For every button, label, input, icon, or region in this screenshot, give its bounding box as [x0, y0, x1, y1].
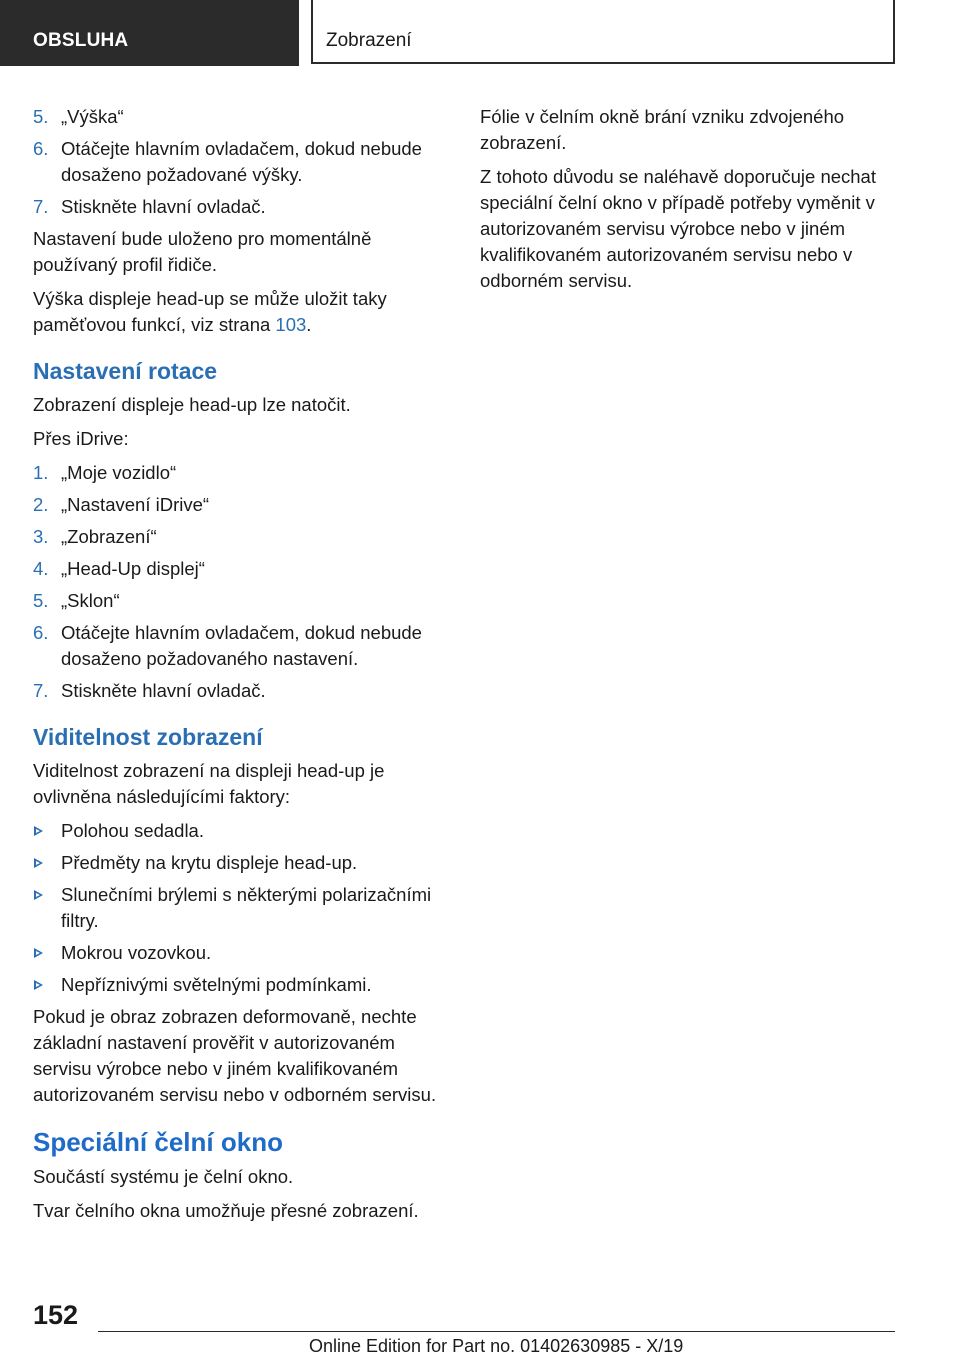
left-column: [33, 104, 453, 1232]
paragraph-saved: Nastavení bude uloženo pro momentálně používaný profil řidiče.: [33, 228, 372, 275]
page-number: 152: [33, 1300, 79, 1330]
paragraph-windshield-1: Součástí systému je čelní okno.: [33, 1166, 294, 1187]
paragraph-memory: [33, 286, 453, 338]
bullet-text: Předměty na krytu displeje head-up.: [61, 852, 358, 873]
step-number: 6.: [33, 622, 49, 643]
step-text: „Zobrazení“: [61, 526, 157, 547]
step-number: 3.: [33, 526, 49, 547]
paragraph-windshield-2: Tvar čelního okna umožňuje přesné zobrazení.: [33, 1200, 419, 1221]
right-column: [480, 104, 900, 302]
paragraph-text: .: [306, 314, 312, 335]
step-number: 5.: [33, 106, 49, 127]
triangle-bullet-icon: [34, 826, 43, 836]
step-text: „Výška“: [61, 106, 124, 127]
bullet-text: Nepříznivými světelnými podmínkami.: [61, 974, 372, 995]
bullet-text: Mokrou vozovkou.: [61, 942, 212, 963]
height-steps-list: [33, 104, 453, 220]
list-item: [33, 972, 453, 998]
paragraph-foil: Fólie v čelním okně brání vzniku zdvojeného zobrazení.: [480, 106, 845, 153]
bullet-text: Slunečními brýlemi s některými polarizačními filtry.: [61, 884, 432, 931]
step-number: 1.: [33, 462, 49, 483]
paragraph-rotation: Zobrazení displeje head-up lze natočit.: [33, 394, 351, 415]
section-tab: OBSLUHA: [0, 0, 299, 66]
paragraph-deformed: Pokud je obraz zobrazen deformovaně, nechte základní nastavení prověřit v autorizovaném servisu výrobce nebo v jiném kvalifikovaném autorizovaném servisu nebo v odborném servisu.: [33, 1006, 437, 1105]
page-header: [0, 0, 960, 66]
step-number: 6.: [33, 138, 49, 159]
list-item: [33, 524, 453, 550]
step-text: Stiskněte hlavní ovladač.: [61, 680, 266, 701]
list-item: [33, 882, 453, 934]
list-item: [33, 492, 453, 518]
step-number: 4.: [33, 558, 49, 579]
step-text: Otáčejte hlavním ovladačem, dokud nebude dosaženo požadované výšky.: [61, 138, 422, 185]
step-text: „Moje vozidlo“: [61, 462, 177, 483]
step-text: „Nastavení iDrive“: [61, 494, 210, 515]
visibility-factors-list: [33, 818, 453, 998]
triangle-bullet-icon: [34, 980, 43, 990]
step-text: „Head-Up displej“: [61, 558, 205, 579]
list-item: [33, 136, 453, 188]
step-text: „Sklon“: [61, 590, 120, 611]
step-number: 7.: [33, 196, 49, 217]
heading-visibility: Viditelnost zobrazení: [33, 724, 263, 750]
list-item: [33, 818, 453, 844]
step-number: 5.: [33, 590, 49, 611]
heading-windshield: Speciální čelní okno: [33, 1127, 283, 1157]
paragraph-text: Výška displeje head-up se může uložit taky paměťovou funkcí, viz strana: [33, 288, 387, 335]
list-item: [33, 940, 453, 966]
triangle-bullet-icon: [34, 948, 43, 958]
step-text: Stiskněte hlavní ovladač.: [61, 196, 266, 217]
list-item: [33, 460, 453, 486]
list-item: [33, 620, 453, 672]
step-number: 2.: [33, 494, 49, 515]
list-item: [33, 678, 453, 704]
list-item: [33, 850, 453, 876]
chapter-title: Zobrazení: [311, 0, 895, 64]
paragraph-idrive: Přes iDrive:: [33, 428, 129, 449]
step-number: 7.: [33, 680, 49, 701]
list-item: [33, 194, 453, 220]
triangle-bullet-icon: [34, 890, 43, 900]
rotation-steps-list: [33, 460, 453, 704]
footer-edition: Online Edition for Part no. 01402630985 - X/19: [309, 1336, 684, 1356]
bullet-text: Polohou sedadla.: [61, 820, 204, 841]
step-text: Otáčejte hlavním ovladačem, dokud nebude dosaženo požadovaného nastavení.: [61, 622, 422, 669]
list-item: [33, 556, 453, 582]
footer-divider: [98, 1331, 895, 1332]
paragraph-replace: Z tohoto důvodu se naléhavě doporučuje nechat speciální čelní okno v případě potřeby vyměnit v autorizovaném servisu výrobce nebo v jiném kvalifikovaném autorizovaném servisu nebo v odborném servisu.: [480, 166, 876, 291]
list-item: [33, 104, 453, 130]
heading-rotation: Nastavení rotace: [33, 358, 218, 384]
paragraph-visibility: Viditelnost zobrazení na displeji head-up je ovlivněna následujícími faktory:: [33, 760, 385, 807]
page-link[interactable]: 103: [275, 314, 307, 335]
list-item: [33, 588, 453, 614]
triangle-bullet-icon: [34, 858, 43, 868]
